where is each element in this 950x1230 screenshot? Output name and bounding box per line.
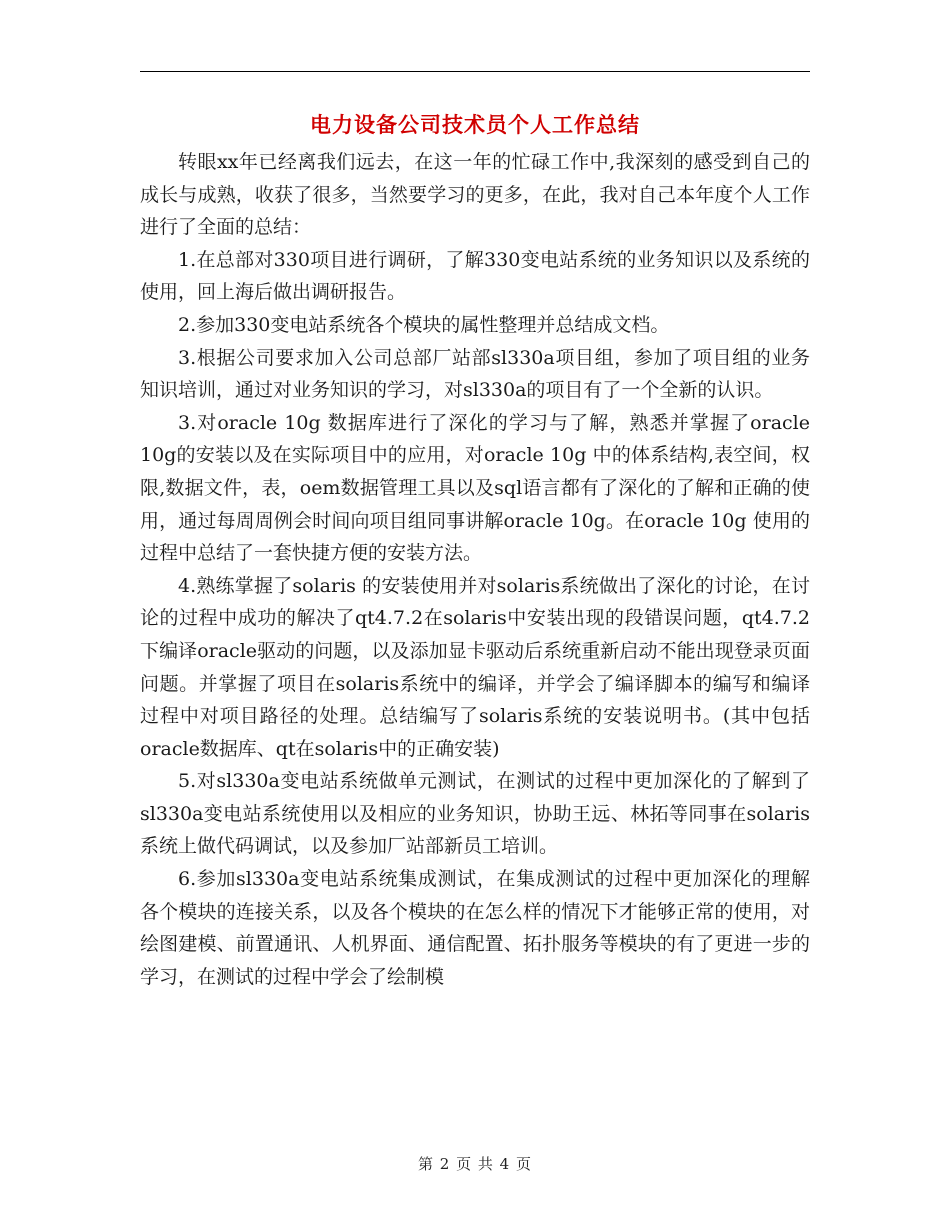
document-body <box>140 146 810 993</box>
item-paragraph-6: 6.参加sl330a变电站系统集成测试，在集成测试的过程中更加深化的理解各个模块的连接关系，以及各个模块的在怎么样的情况下才能够正常的使用，对绘图建模、前置通讯、人机界面、通信配置、拓扑服务等模块的有了更进一步的学习，在测试的过程中学会了绘制模 <box>140 868 810 988</box>
intro-paragraph: 转眼xx年已经离我们远去，在这一年的忙碌工作中,我深刻的感受到自己的成长与成熟，收获了很多，当然要学习的更多，在此，我对自己本年度个人工作进行了全面的总结： <box>140 151 810 239</box>
page-number: 第 2 页 共 4 页 <box>418 1155 532 1173</box>
item-paragraph-1: 1.在总部对330项目进行调研，了解330变电站系统的业务知识以及系统的使用，回上海后做出调研报告。 <box>140 248 810 304</box>
item-paragraph-4: 4.熟练掌握了solaris 的安装使用并对solaris系统做出了深化的讨论，在讨论的过程中成功的解决了qt4.7.2在solaris中安装出现的段错误问题，qt4.7.2下编译oracle驱动的问题，以及添加显卡驱动后系统重新启动不能出现登录页面问题。并掌握了项目在solaris系统中的编译，并学会了编译脚本的编写和编译过程中对项目路径的处理。总结编写了solaris系统的安装说明书。(其中包括oracle数据库、qt在solaris中的正确安装) <box>140 574 810 760</box>
document-title: 电力设备公司技术员个人工作总结 <box>310 112 640 137</box>
item-paragraph-3b: 3.对oracle 10g 数据库进行了深化的学习与了解，熟悉并掌握了oracle 10g的安装以及在实际项目中的应用，对oracle 10g 中的体系结构,表空间，权限,数据文件，表，oem数据管理工具以及sql语言都有了深化的了解和正确的使用，通过每周周例会时间向项目组同事讲解oracle 10g。在oracle 10g 使用的过程中总结了一套快捷方便的安装方法。 <box>140 411 810 565</box>
item-paragraph-5: 5.对sl330a变电站系统做单元测试，在测试的过程中更加深化的了解到了sl330a变电站系统使用以及相应的业务知识，协助王远、林拓等同事在solaris系统上做代码调试，以及参加厂站部新员工培训。 <box>140 770 810 858</box>
item-paragraph-3a: 3.根据公司要求加入公司总部厂站部sl330a项目组，参加了项目组的业务知识培训，通过对业务知识的学习，对sl330a的项目有了一个全新的认识。 <box>140 346 810 402</box>
item-paragraph-2: 2.参加330变电站系统各个模块的属性整理并总结成文档。 <box>178 313 670 336</box>
header-rule <box>140 71 810 72</box>
